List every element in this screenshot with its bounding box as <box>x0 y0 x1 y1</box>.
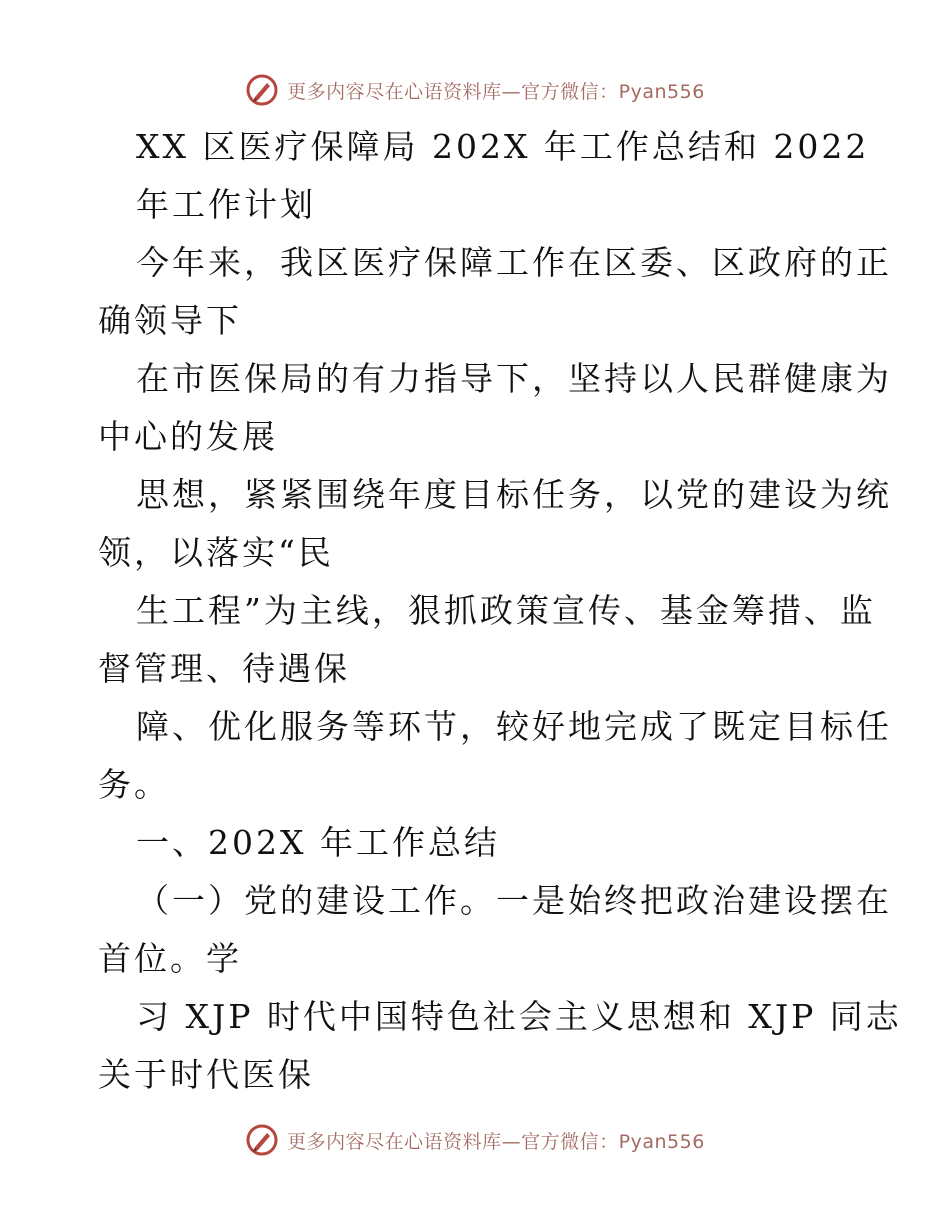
document-line: 关于时代医保 <box>98 1055 314 1094</box>
document-line: 领，以落实“民 <box>98 533 334 572</box>
document-body <box>98 118 902 1104</box>
pen-logo-icon <box>245 73 279 107</box>
watermark-footer <box>0 1120 950 1160</box>
document-line: （一）党的建设工作。一是始终把政治建设摆在 <box>136 881 892 920</box>
document-line: 中心的发展 <box>98 417 278 456</box>
document-line: 习 XJP 时代中国特色社会主义思想和 XJP 同志 <box>136 997 902 1036</box>
document-line: 生工程”为主线，狠抓政策宣传、基金筹措、监 <box>136 591 876 630</box>
watermark-text: 更多内容尽在心语资料库—官方微信：Pyan556 <box>287 80 705 103</box>
pen-logo-icon <box>245 1123 279 1157</box>
document-line: 督管理、待遇保 <box>98 649 350 688</box>
document-line: 一、202X 年工作总结 <box>136 823 500 862</box>
document-line: 障、优化服务等环节，较好地完成了既定目标任 <box>136 707 892 746</box>
document-line: XX 区医疗保障局 202X 年工作总结和 2022 <box>136 127 870 166</box>
document-line: 今年来，我区医疗保障工作在区委、区政府的正 <box>136 243 892 282</box>
document-line: 确领导下 <box>98 301 242 340</box>
document-line: 年工作计划 <box>136 185 316 224</box>
document-line: 务。 <box>98 765 170 804</box>
watermark-text: 更多内容尽在心语资料库—官方微信：Pyan556 <box>287 1130 705 1153</box>
document-line: 思想，紧紧围绕年度目标任务，以党的建设为统 <box>136 475 892 514</box>
watermark-header <box>0 70 950 110</box>
document-line: 在市医保局的有力指导下，坚持以人民群健康为 <box>136 359 892 398</box>
document-line: 首位。学 <box>98 939 242 978</box>
